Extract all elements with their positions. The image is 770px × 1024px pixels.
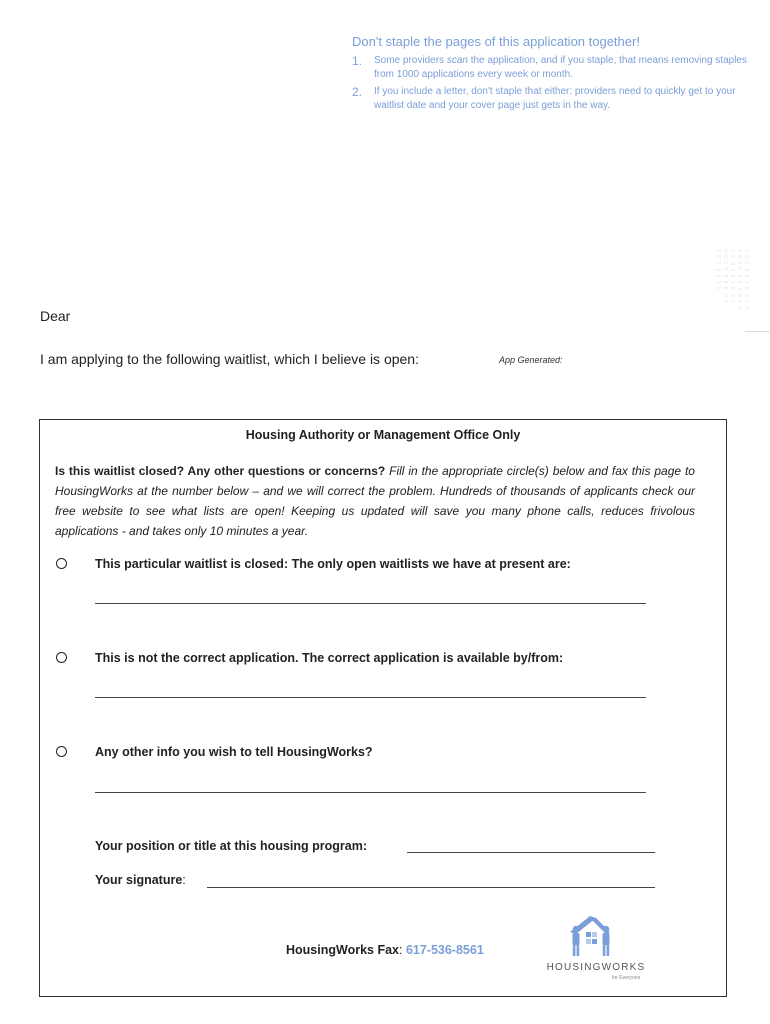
logo-wordmark: HOUSINGWORKS [546,962,646,973]
notice-item-1 [352,54,752,82]
notice-item-2 [352,85,752,113]
notice-item-text [374,54,752,82]
radio-circle[interactable] [56,746,67,757]
housingworks-logo [540,912,652,987]
radio-circle[interactable] [56,558,67,569]
option-label: This is not the correct application. The correct application is available by/from: [95,651,564,665]
notice-emphasis: scan [446,55,468,66]
notice-text-part: Some providers [374,55,447,66]
applying-statement: I am applying to the following waitlist, which I believe is open: [40,351,419,367]
option-label: Any other info you wish to tell HousingWorks? [95,745,373,759]
notice-item-number: 2. [352,85,363,99]
faint-rotated-scan-artifact: ▭▭▭ ▭▭▭▭ ▭▭▭ ▭▭▭▭ ▭▭ ▭▭▭▭ ▭▭ ▭▭▭▭▭ ▭▭ ▭▭▭▭ ▭▭▭ ▭▭ ▭▭▭ ▭▭▭▭ [716,248,750,311]
signature-label-text: Your signature [95,873,183,887]
instructions-question: Is this waitlist closed? Any other questions or concerns? [55,464,386,478]
answer-line-3[interactable] [95,792,646,793]
staple-notice [352,34,752,116]
notice-title: Don't staple the pages of this application together! [352,34,640,49]
notice-text-part: the application, and if you staple, that means removing staples from 1000 applications every week or month. [374,55,747,80]
notice-item-text: If you include a letter, don't staple that either: providers need to quickly get to your waitlist date and your cover page just gets in the way. [374,86,736,111]
fax-label: HousingWorks Fax [286,943,399,957]
office-box-instructions [55,461,695,541]
faint-edge-line [745,331,770,332]
option-label: This particular waitlist is closed: The only open waitlists we have at present are: [95,557,571,571]
signature-line[interactable] [207,887,655,888]
position-title-label: Your position or title at this housing program: [95,839,367,853]
fax-colon: : [398,943,406,957]
fax-number[interactable]: 617-536-8561 [405,943,484,957]
salutation: Dear [40,308,71,324]
radio-circle[interactable] [56,652,67,663]
logo-tagline: for Everyone [612,975,641,981]
answer-line-1[interactable] [95,603,646,604]
house-people-icon [540,912,652,960]
signature-colon: : [182,873,186,887]
position-title-line[interactable] [407,852,655,853]
app-generated-label: App Generated: [499,355,563,365]
office-only-box [39,419,727,997]
answer-line-2[interactable] [95,697,646,698]
office-box-title: Housing Authority or Management Office Only [245,428,521,442]
instructions-text: Fill in the appropriate circle(s) below and fax this page to HousingWorks at the number below – and we will correct the problem. Hundreds of thousands of applicants check our free website to see what lists are open! Keeping us updated will save you many phone calls, reduces frivolous applications - and takes only 10 minutes a year. [55,464,695,538]
fax-line [286,943,484,957]
signature-label [95,873,186,887]
notice-item-number: 1. [352,54,363,68]
